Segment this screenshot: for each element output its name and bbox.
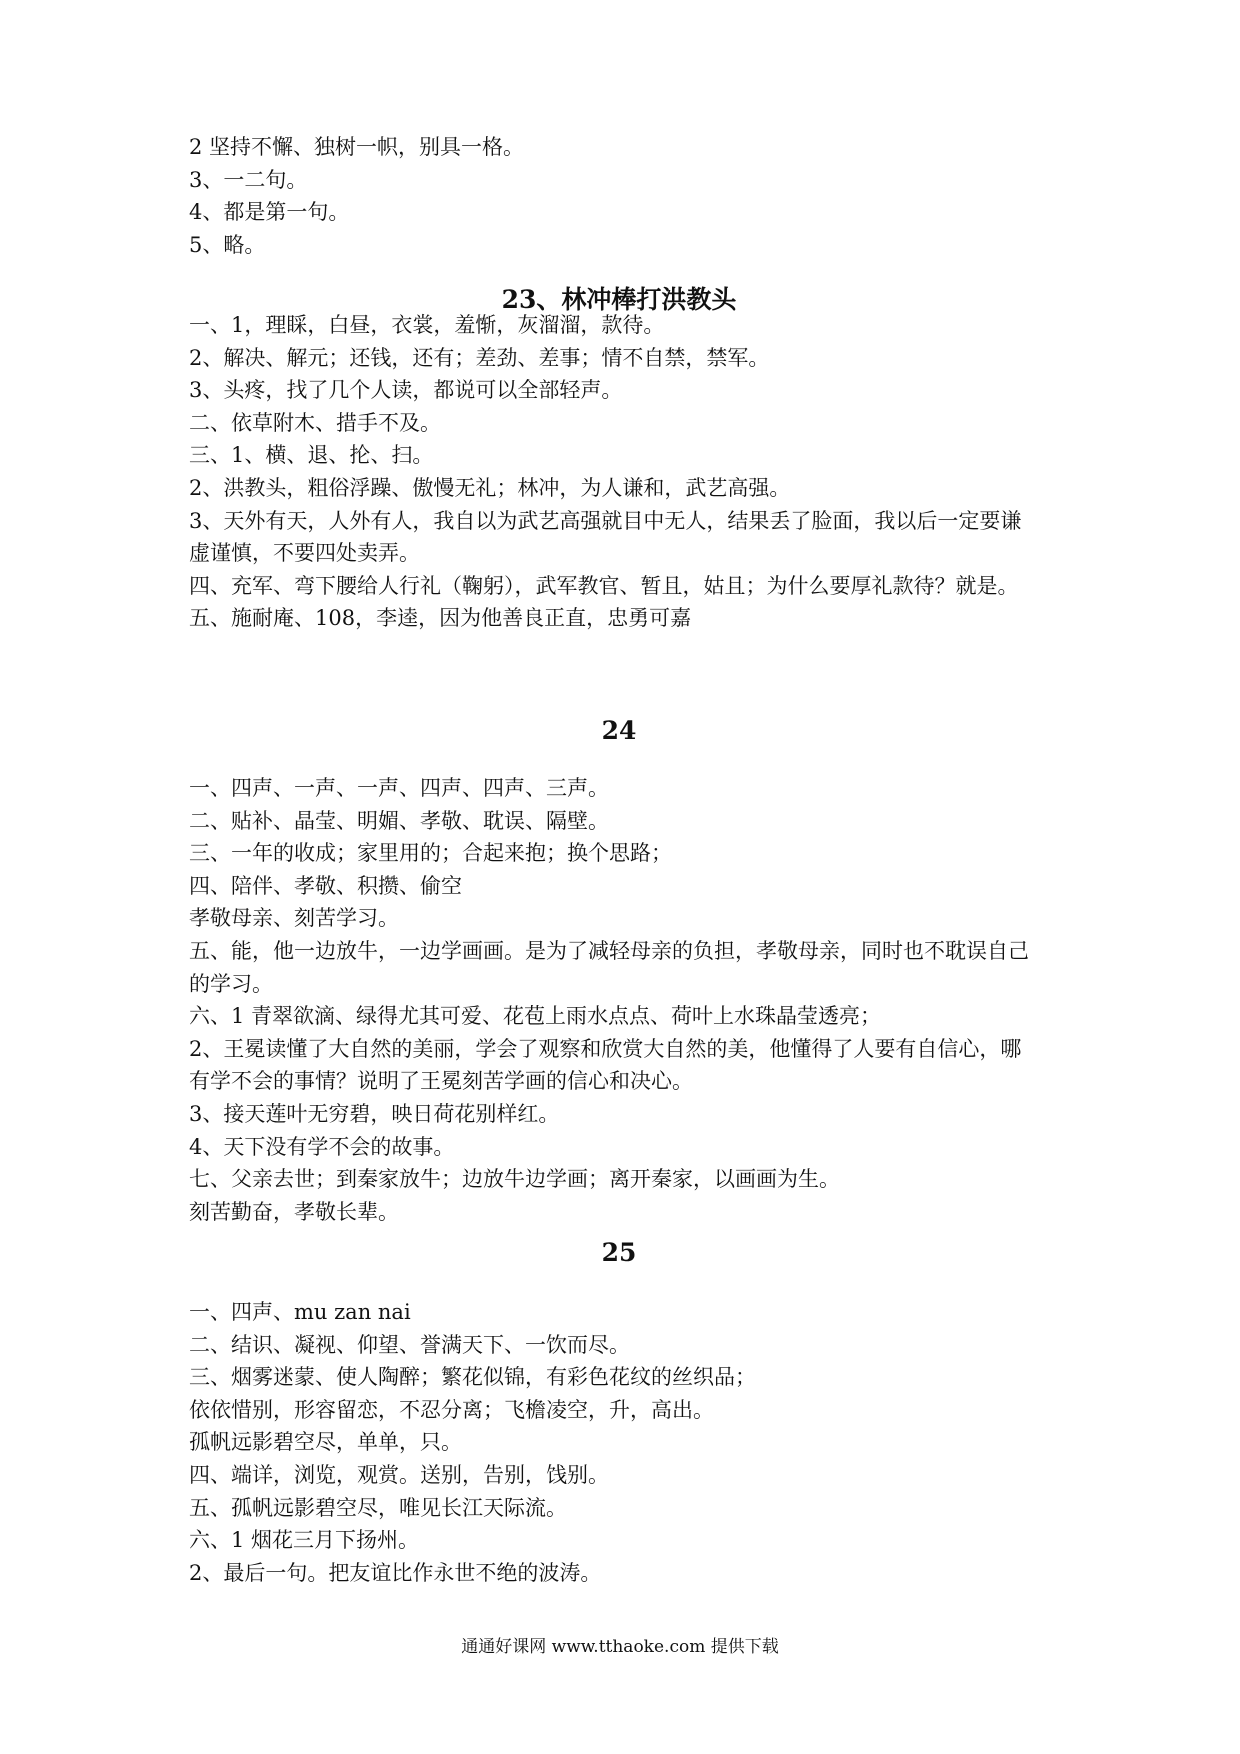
text-line: 5、略。 [189, 232, 266, 257]
text-line: 刻苦勤奋，孝敬长辈。 [189, 1199, 399, 1224]
text-line: 一、1，理睬，白昼，衣裳，羞惭，灰溜溜，款待。 [189, 313, 665, 337]
text-line: 六、1 烟花三月下扬州。 [189, 1528, 420, 1553]
text-line: 三、烟雾迷蒙、使人陶醉；繁花似锦，有彩色花纹的丝织品； [189, 1365, 756, 1390]
text-line: 3、一二句。 [189, 167, 308, 192]
section-24-body [189, 772, 1069, 1228]
text-line: 四、充军、弯下腰给人行礼（鞠躬），武军教官、暂且，姑且；为什么要厚礼款待？就是。 [189, 573, 1019, 598]
text-line: 3、头疼，找了几个人读，都说可以全部轻声。 [189, 378, 623, 403]
text-line: 五、孤帆远影碧空尽，唯见长江天际流。 [189, 1495, 567, 1520]
text-line: 3、天外有天，人外有人，我自以为武艺高强就目中无人，结果丢了脸面，我以后一定要谦 [189, 508, 1022, 533]
text-line: 一、四声、mu zan nai [189, 1300, 411, 1324]
intro-block [189, 131, 1069, 261]
section-23-body [189, 309, 1069, 635]
text-line: 4、都是第一句。 [189, 200, 350, 225]
section-25-title: 25 [601, 1238, 637, 1267]
section-25-body [189, 1296, 1069, 1589]
text-line: 2、洪教头，粗俗浮躁、傲慢无礼；林冲，为人谦和，武艺高强。 [189, 475, 791, 500]
page-footer: 通通好课网 www.tthaoke.com 提供下载 [461, 1637, 779, 1657]
text-line: 六、1 青翠欲滴、绿得尤其可爱、花苞上雨水点点、荷叶上水珠晶莹透亮； [189, 1004, 882, 1029]
text-line: 七、父亲去世；到秦家放牛；边放牛边学画；离开秦家，以画画为生。 [189, 1167, 840, 1192]
text-line: 三、一年的收成；家里用的；合起来抱；换个思路； [189, 841, 672, 866]
text-line: 4、天下没有学不会的故事。 [189, 1134, 455, 1159]
text-line: 五、施耐庵、108，李逵，因为他善良正直，忠勇可嘉 [189, 606, 692, 631]
text-line: 三、1、横、退、抡、扫。 [189, 443, 434, 468]
text-line: 2 坚持不懈、独树一帜，别具一格。 [189, 135, 525, 159]
text-line: 依依惜别，形容留恋，不忍分离；飞檐凌空，升，高出。 [189, 1397, 714, 1422]
text-line: 一、四声、一声、一声、四声、四声、三声。 [189, 776, 609, 800]
text-line: 有学不会的事情？说明了王冕刻苦学画的信心和决心。 [189, 1069, 693, 1094]
text-line: 二、贴补、晶莹、明媚、孝敬、耽误、隔壁。 [189, 808, 609, 833]
text-line: 2、王冕读懂了大自然的美丽，学会了观察和欣赏大自然的美，他懂得了人要有自信心，哪 [189, 1036, 1022, 1061]
text-line: 五、能，他一边放牛，一边学画画。是为了减轻母亲的负担，孝敬母亲，同时也不耽误自己 [189, 938, 1029, 963]
text-line: 的学习。 [189, 971, 273, 996]
text-line: 孤帆远影碧空尽，单单，只。 [189, 1430, 462, 1455]
text-line: 2、解决、解元；还钱，还有；差劲、差事；情不自禁，禁军。 [189, 345, 770, 370]
section-23-title: 23、林冲棒打洪教头 [501, 285, 737, 314]
text-line: 虚谨慎，不要四处卖弄。 [189, 541, 420, 566]
text-line: 四、端详，浏览，观赏。送别，告别，饯别。 [189, 1462, 609, 1487]
text-line: 2、最后一句。把友谊比作永世不绝的波涛。 [189, 1560, 602, 1585]
section-24-title: 24 [601, 716, 637, 745]
text-line: 四、陪伴、孝敬、积攒、偷空 [189, 873, 462, 898]
text-line: 3、接天莲叶无穷碧，映日荷花别样红。 [189, 1101, 560, 1126]
text-line: 孝敬母亲、刻苦学习。 [189, 906, 399, 931]
text-line: 二、结识、凝视、仰望、誉满天下、一饮而尽。 [189, 1332, 630, 1357]
text-line: 二、依草附木、措手不及。 [189, 410, 441, 435]
